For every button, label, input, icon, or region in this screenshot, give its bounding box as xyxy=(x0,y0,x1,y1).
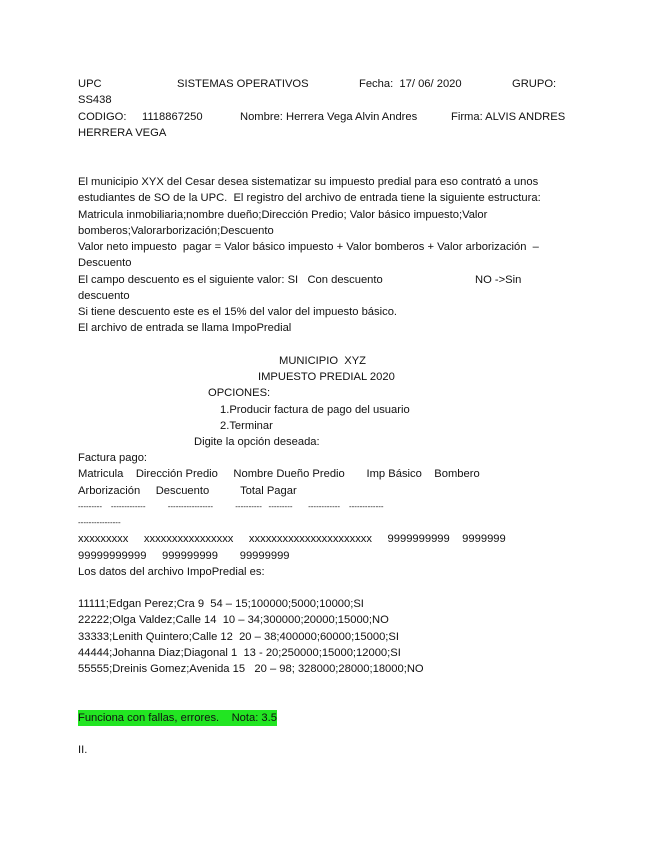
data-record: 55555;Dreinis Gomez;Avenida 15 20 – 98; 328000;28000;18000;NO xyxy=(78,663,424,676)
header-date: Fecha: 17/ 06/ 2020 xyxy=(359,78,462,90)
header-group-value: SS438 xyxy=(78,94,112,106)
menu-prompt: Digite la opción deseada: xyxy=(194,436,320,448)
statement-line: Matricula inmobiliaria;nombre dueño;Dirección Predio; Valor básico impuesto;Valor xyxy=(78,208,488,221)
header-name: Nombre: Herrera Vega Alvin Andres xyxy=(240,111,418,123)
header-upc: UPC xyxy=(78,78,102,90)
menu-option-2: 2.Terminar xyxy=(220,420,273,432)
header-code: CODIGO: 1118867250 xyxy=(78,111,203,123)
statement-line: Descuento xyxy=(78,257,132,270)
statement-tail-line: El archivo de entrada se llama ImpoPredial xyxy=(78,322,292,335)
header-group-label: GRUPO: xyxy=(512,78,557,90)
invoice-sample-2: 99999999999 999999999 99999999 xyxy=(78,549,290,562)
invoice-dashes-1: --------- ------------- ----------------- ---------- --------- ------------ ------------- xyxy=(78,501,384,511)
statement-line: bomberos;Valorarborización;Descuento xyxy=(78,224,274,237)
header-course: SISTEMAS OPERATIVOS xyxy=(177,78,309,90)
data-record: 44444;Johanna Diaz;Diagonal 1 13 - 20;250000;15000;12000;SI xyxy=(78,646,401,659)
section-next-heading: II. xyxy=(78,744,88,756)
descuento-line-a: El campo descuento es el siguiente valor: SI Con descuento xyxy=(78,274,383,286)
header-signature-continued: HERRERA VEGA xyxy=(78,127,167,139)
invoice-label: Factura pago: xyxy=(78,452,148,464)
invoice-sample-1: xxxxxxxxx xxxxxxxxxxxxxxxx xxxxxxxxxxxxxxxxxxxxxx 9999999999 9999999 xyxy=(78,533,506,546)
problem-statement xyxy=(78,174,578,272)
data-record: 11111;Edgan Perez;Cra 9 54 – 15;100000;5000;10000;SI xyxy=(78,598,364,610)
descuento-line-c: descuento xyxy=(78,290,130,302)
statement-tail xyxy=(78,304,578,337)
invoice-headers-1: Matricula Dirección Predio Nombre Dueño Predio Imp Básico Bombero xyxy=(78,468,480,481)
menu-title-municipio: MUNICIPIO XYZ xyxy=(279,355,367,367)
invoice-format xyxy=(78,450,598,580)
statement-tail-line: Si tiene descuento este es el 15% del valor del impuesto básico. xyxy=(78,306,398,318)
statement-line: Valor neto impuesto pagar = Valor básico impuesto + Valor bomberos + Valor arborización – xyxy=(78,241,539,254)
menu-options-label: OPCIONES: xyxy=(208,387,271,399)
data-record: 33333;Lenith Quintero;Calle 12 20 – 38;400000;60000;15000;SI xyxy=(78,630,399,643)
menu-option-1: 1.Producir factura de pago del usuario xyxy=(220,404,410,416)
menu-title-impuesto: IMPUESTO PREDIAL 2020 xyxy=(258,371,395,383)
header-signature: Firma: ALVIS ANDRES xyxy=(451,111,566,123)
data-record: 22222;Olga Valdez;Calle 14 10 – 34;300000;20000;15000;NO xyxy=(78,614,389,627)
invoice-headers-2: Arborización Descuento Total Pagar xyxy=(78,484,297,497)
statement-line: estudiantes de SO de la UPC. El registro del archivo de entrada tiene la siguiente estructura: xyxy=(78,192,541,205)
descuento-line-b: NO ->Sin xyxy=(475,274,522,286)
feedback-highlight: Funciona con fallas, errores. Nota: 3.5 xyxy=(78,710,277,726)
invoice-dashes-2: ---------------- xyxy=(78,518,121,528)
data-records xyxy=(78,596,598,677)
data-file-label: Los datos del archivo ImpoPredial es: xyxy=(78,566,265,579)
statement-line: El municipio XYX del Cesar desea sistematizar su impuesto predial para eso contrató a unos xyxy=(78,176,539,188)
